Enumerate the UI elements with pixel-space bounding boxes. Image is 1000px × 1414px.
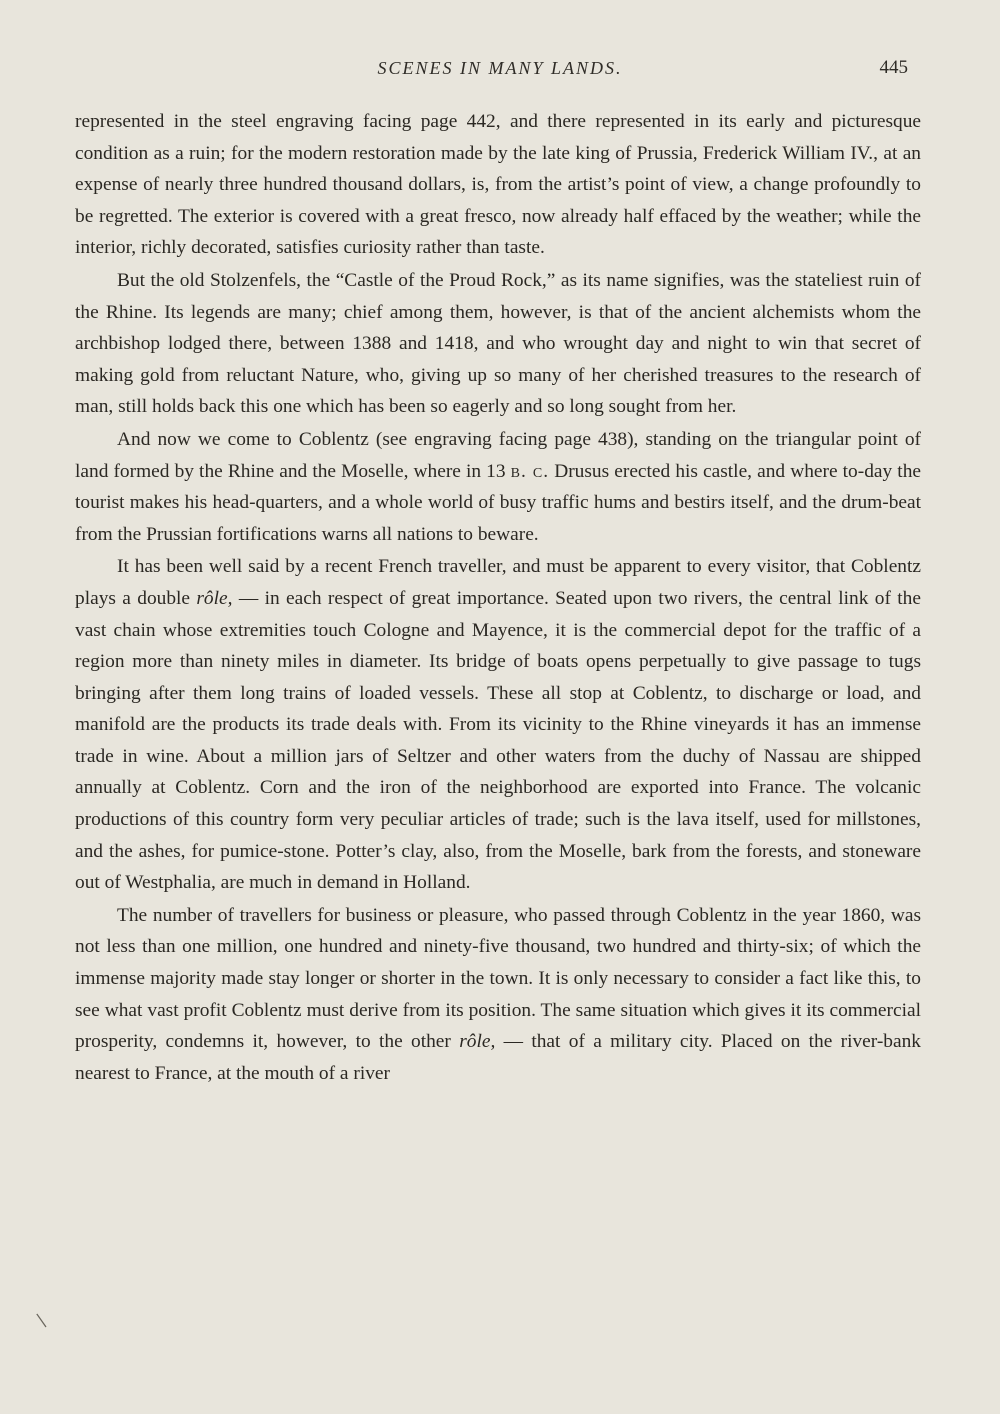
paragraph-3-text-a: And now we come to Coblentz (see engraving facing page 438), standing on the triangular point of land formed by the Rhine and the Moselle, where in 13	[75, 428, 921, 482]
paragraph-4-text-a: It has been well said by a recent French traveller, and must be apparent to every visitor, that Coblentz plays a double	[75, 556, 921, 609]
italic-term: rôle,	[459, 1031, 496, 1053]
paragraph-4-text-b: — in each respect of great importance. Seated upon two rivers, the central link of the vast chain whose extremities touch Cologne and Mayence, it is the commercial depot for the traffic of a region more than ninety miles in diameter. Its bridge of boats opens perpetually to give passage to tugs bringing after them long trains of loaded vessels. These all stop at Coblentz, to discharge or load, and manifold are the products its trade deals with. From its vicinity to the Rhine vineyards it has an immense trade in wine. About a million jars of Seltzer and other waters from the duchy of Nassau are shipped annually at Coblentz. Corn and the iron of the neighborhood are exported into France. The volcanic productions of this country form very peculiar articles of trade; such is the lava itself, used for millstones, and the ashes, for pumice-stone. Potter’s clay, also, from the Moselle, bark from the forests, and stoneware out of Westphalia, are much in demand in Holland.	[75, 587, 921, 894]
body-text	[75, 106, 921, 1090]
paragraph-2-text: But the old Stolzenfels, the “Castle of the Proud Rock,” as its name signifies, was the stateliest ruin of the Rhine. Its legends are many; chief among them, however, is that of the ancient alchemists whom the archbishop lodged there, between 1388 and 1418, and who wrought day and night to win that secret of making gold from reluctant Nature, who, giving up so many of her cherished treasures to the research of man, still holds back this one which has been so eagerly and so long sought from her.	[75, 269, 921, 418]
paragraph-1	[75, 106, 921, 264]
paragraph-3-text-b: Drusus erected his castle, and where to-day the tourist makes his head-quarters, and a whole world of busy traffic hums and bestirs itself, and the drum-beat from the Prussian fortifications warns all nations to beware.	[75, 460, 921, 545]
paragraph-5-text-b: — that of a military city. Placed on the river-bank nearest to France, at the mouth of a river	[75, 1031, 921, 1084]
page-number: 445	[879, 57, 908, 78]
paragraph-3	[75, 424, 921, 550]
era-abbreviation: b. c.	[510, 460, 550, 482]
margin-stroke-mark: |	[33, 1310, 49, 1329]
paragraph-5-text-a: The number of travellers for business or pleasure, who passed through Coblentz in the year 1860, was not less than one million, one hundred and ninety-five thousand, two hundred and thirty-six; of which the immense majority made stay longer or shorter in the town. It is only necessary to consider a fact like this, to see what vast profit Coblentz must derive from its position. The same situation which gives it its commercial prosperity, condemns it, however, to the other	[75, 904, 921, 1053]
running-head	[0, 58, 1000, 82]
paragraph-5	[75, 900, 921, 1090]
paragraph-4	[75, 551, 921, 899]
paragraph-2	[75, 265, 921, 423]
paragraph-1-text: represented in the steel engraving facing page 442, and there represented in its early and picturesque condition as a ruin; for the modern restoration made by the late king of Prussia, Frederick William IV., at an expense of nearly three hundred thousand dollars, is, from the artist’s point of view, a change profoundly to be regretted. The exterior is covered with a great fresco, now already half effaced by the weather; while the interior, richly decorated, satisfies curiosity rather than taste.	[75, 111, 921, 259]
italic-term: rôle,	[196, 587, 233, 609]
running-title: SCENES IN MANY LANDS.	[377, 58, 623, 78]
